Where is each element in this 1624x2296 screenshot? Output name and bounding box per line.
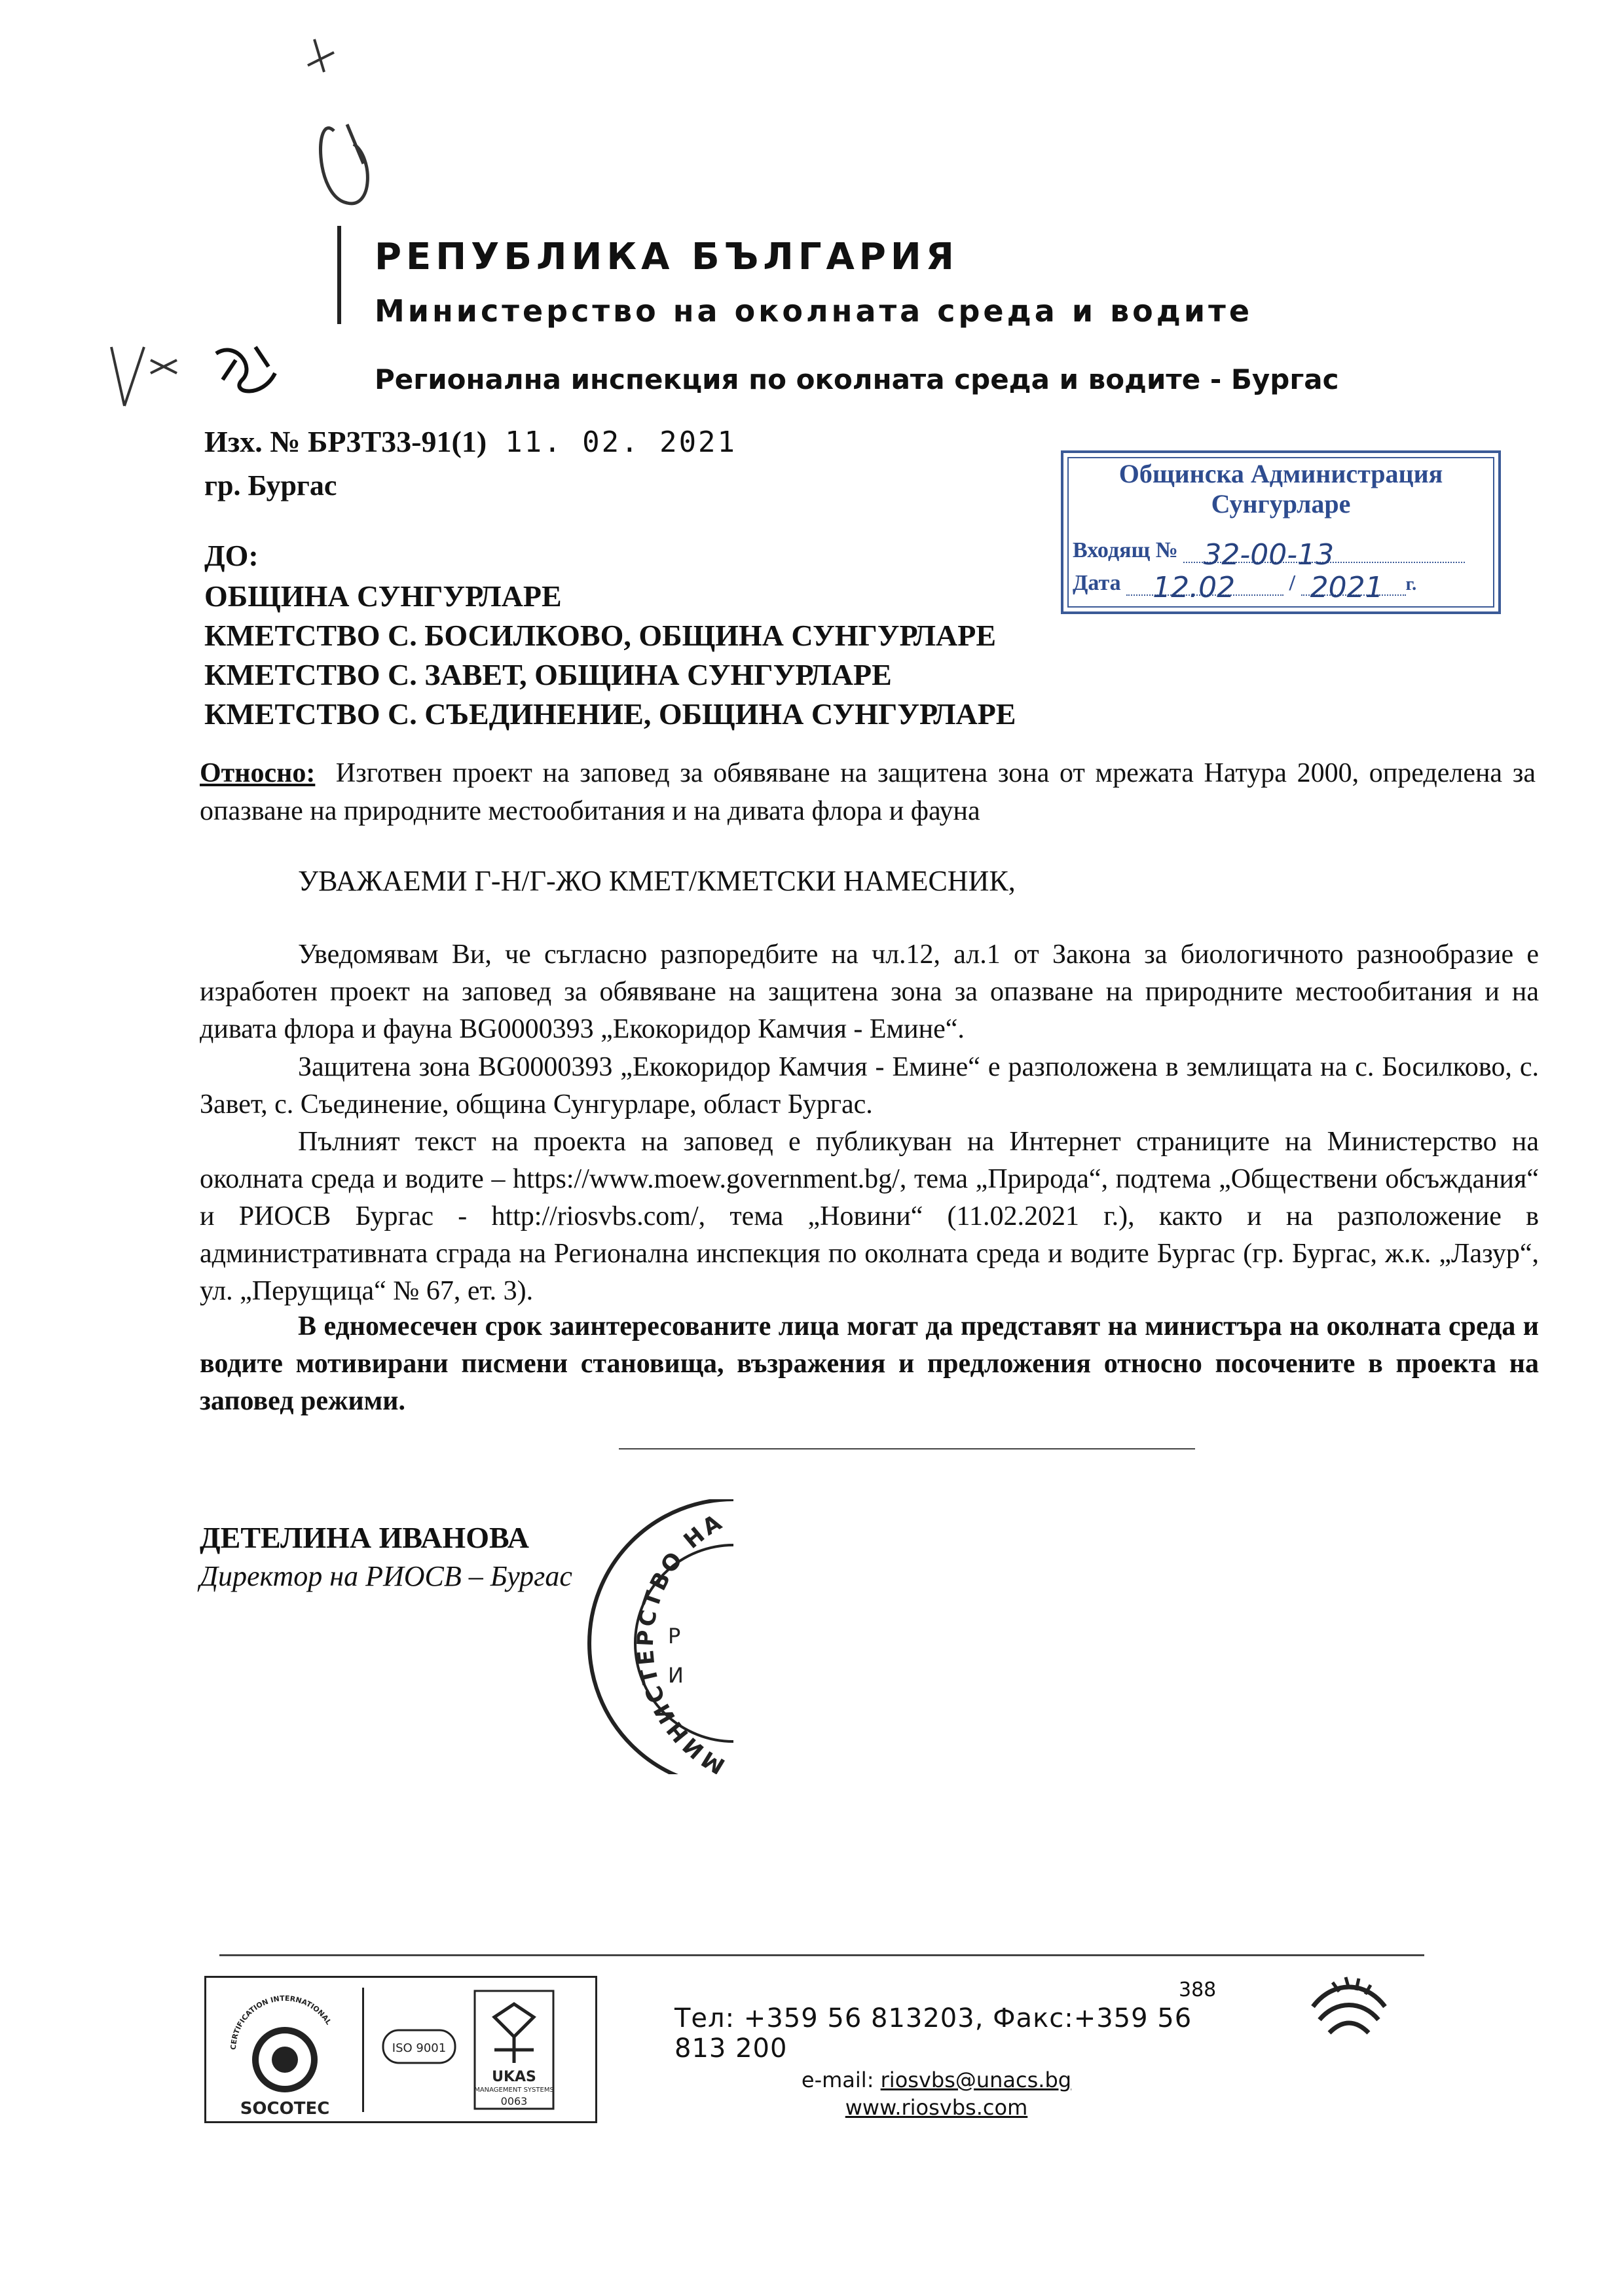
stamp-incoming-number: 32-00-13 xyxy=(1203,538,1335,572)
country-title: РЕПУБЛИКА БЪЛГАРИЯ xyxy=(375,236,959,278)
stamp-year-suffix: г. xyxy=(1405,574,1417,594)
ministry-title: Министерство на околната среда и водите xyxy=(375,293,1253,329)
signatory-name: ДЕТЕЛИНА ИВАНОВА xyxy=(200,1521,529,1554)
footer-email-label: e-mail: xyxy=(801,2068,874,2092)
body-paragraph: Уведомявам Ви, че съгласно разпоредбите на чл.12, ал.1 от Закона за биологичното разнообразие е изработен проект на заповед за обявяване на защитена зона за опазване на природните местообитания и на дивата флора и фауна BG0000393 „Екокоридор Камчия - Емине“. xyxy=(200,939,1539,1044)
body-paragraph: Защитена зона BG0000393 „Екокоридор Камчия - Емине“ е разположена в землищата на с. Босилково, с. Завет, с. Съединение, община Сунгурларе, област Бургас. xyxy=(200,1052,1539,1120)
addressee-line: КМЕТСТВО С. БОСИЛКОВО, ОБЩИНА СУНГУРЛАРЕ xyxy=(204,619,997,652)
stamp-org-line1: Общинска Администрация xyxy=(1118,459,1443,488)
outgoing-date: 11. 02. 2021 xyxy=(505,426,737,459)
footer-website-link[interactable]: www.riosvbs.com xyxy=(845,2095,1028,2120)
stamp-org-line2: Сунгурларе xyxy=(1211,489,1351,519)
footer-email-link[interactable]: riosvbs@unacs.bg xyxy=(880,2068,1072,2092)
svg-text:ISO 9001: ISO 9001 xyxy=(392,2041,447,2055)
incoming-registration-stamp xyxy=(1061,450,1501,614)
svg-text:MANAGEMENT SYSTEMS: MANAGEMENT SYSTEMS xyxy=(474,2086,554,2094)
subject-label: Относно: xyxy=(200,758,316,788)
handwritten-mark-side xyxy=(105,334,314,416)
svg-text:CERTIFICATION INTERNATIONAL: CERTIFICATION INTERNATIONAL xyxy=(229,1994,333,2050)
outgoing-reference xyxy=(204,424,737,459)
addressee-line: КМЕТСТВО С. ЗАВЕТ, ОБЩИНА СУНГУРЛАРЕ xyxy=(204,658,892,691)
stamp-date-day-month: 12.02 xyxy=(1153,571,1236,604)
svg-text:0063: 0063 xyxy=(500,2095,528,2107)
outgoing-number-suffix: (1) xyxy=(451,425,487,458)
outgoing-number: Изх. № БР3Т33-91 xyxy=(204,425,452,458)
body-paragraph: Пълният текст на проекта на заповед е публикуван на Интернет страниците на Министерство на околната среда и водите – https://www.moew.government.bg/, тема „Природа“, подтема „Обществени обсъждания“ и РИОСВ Бургас - http://riosvbs.com/, тема „Новини“ (11.02.2021 г.), както и на разположение в административната сграда на Регионална инспекция по околната среда и водите Бургас (гр. Бургас, ж.к. „Лазур“, ул. „Перущица“ № 67, ет. 3). xyxy=(200,1127,1539,1306)
stamp-incoming-row xyxy=(1073,538,1465,572)
footer-divider xyxy=(219,1954,1424,1956)
salutation: УВАЖАЕМИ Г-Н/Г-ЖО КМЕТ/КМЕТСКИ НАМЕСНИК, xyxy=(298,865,1016,897)
inspectorate-title: Регионална инспекция по околната среда и водите - Бургас xyxy=(375,363,1339,395)
header-divider xyxy=(337,226,341,324)
handwritten-mark xyxy=(288,26,406,226)
footer-contact xyxy=(674,2003,1198,2120)
stamp-date-row: Дата 12.02 / 2021 г. xyxy=(1073,571,1417,604)
svg-text:UKAS: UKAS xyxy=(492,2069,536,2085)
svg-text:Р: Р xyxy=(668,1624,681,1649)
stamp-date-year: 2021 xyxy=(1310,571,1384,604)
stamp-incoming-label: Входящ № xyxy=(1073,538,1178,562)
city-line: гр. Бургас xyxy=(204,469,337,501)
svg-text:SOCOTEC: SOCOTEC xyxy=(240,2099,330,2119)
signatory-title: Директор на РИОСВ – Бургас xyxy=(200,1560,572,1592)
addressee-line: КМЕТСТВО С. СЪЕДИНЕНИЕ, ОБЩИНА СУНГУРЛАРЕ xyxy=(204,697,1016,731)
riosv-logo-icon xyxy=(1306,1971,1392,2046)
addressee-line: ОБЩИНА СУНГУРЛАРЕ xyxy=(204,579,562,613)
svg-text:И: И xyxy=(668,1663,684,1688)
separator-line xyxy=(619,1448,1195,1449)
svg-text:МИНИСТЕРСТВО НА xyxy=(633,1508,730,1774)
footer-fragment: 388 xyxy=(1179,1978,1217,2001)
footer-email-row xyxy=(674,2068,1198,2092)
stamp-date-label: Дата xyxy=(1073,571,1121,595)
certification-badges xyxy=(204,1976,597,2123)
seal-text: МИНИСТЕРСТВО НА xyxy=(632,1508,730,1774)
subject-block xyxy=(200,754,1536,830)
footer-phone-fax: Тел: +359 56 813203, Факс:+359 56 813 200 xyxy=(674,2003,1192,2064)
subject-text: Изготвен проект на заповед за обявяване на защитена зона от мрежата Натура 2000, определена за опазване на природните местообитания и на дивата флора и фауна xyxy=(200,758,1536,826)
addressee-label: ДО: xyxy=(204,539,259,572)
body-paragraph-bold: В едномесечен срок заинтересованите лица могат да представят на министъра на околната среда и водите мотивирани писмени становища, възражения и предложения относно посочените в проекта на заповед режими. xyxy=(200,1311,1539,1416)
official-seal xyxy=(537,1499,733,1774)
